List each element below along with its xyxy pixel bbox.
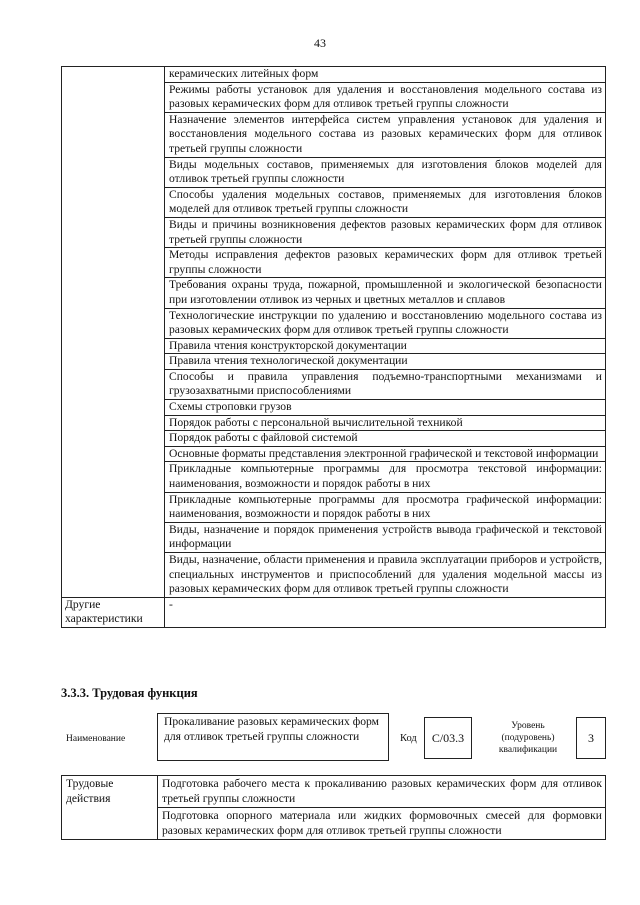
knowledge-item: Прикладные компьютерные программы для просмотра текстовой информации: наименования, возможности и порядок работы в них xyxy=(165,462,606,492)
knowledge-item: Схемы строповки грузов xyxy=(165,400,606,416)
knowledge-item: Правила чтения конструкторской документации xyxy=(165,338,606,354)
knowledge-item: Технологические инструкции по удалению и восстановлению модельного состава из разовых керамических форм для отливок третьей группы сложности xyxy=(165,308,606,338)
knowledge-item: Виды, назначение, области применения и правила эксплуатации приборов и устройств, специальных инструментов и приспособлений для удаления модельной массы из разовых керамических форм для отливок третьей группы сложности xyxy=(165,553,606,598)
page-number: 43 xyxy=(314,36,326,50)
table-row xyxy=(62,67,606,83)
qualification-level-box: 3 xyxy=(576,717,606,759)
knowledge-item: керамических литейных форм xyxy=(165,67,606,83)
knowledge-item: Способы и правила управления подъемно-транспортными механизмами и грузозахватными приспособлениями xyxy=(165,369,606,399)
knowledge-item: Виды и причины возникновения дефектов разовых керамических форм для отливок третьей группы сложности xyxy=(165,217,606,247)
knowledge-table xyxy=(61,66,606,628)
knowledge-item: Виды, назначение и порядок применения устройств вывода графической и текстовой информации xyxy=(165,522,606,552)
name-label: Наименование xyxy=(66,734,126,744)
code-label: Код xyxy=(400,733,417,744)
knowledge-item: Назначение элементов интерфейса систем управления установок для удаления и восстановления модельного состава из разовых керамических форм для отливок третьей группы сложности xyxy=(165,112,606,157)
function-name-box: Прокаливание разовых керамических форм для отливок третьей группы сложности xyxy=(157,713,389,761)
table-row xyxy=(62,776,606,808)
knowledge-item: Виды модельных составов, применяемых для изготовления блоков моделей для отливок третьей группы сложности xyxy=(165,157,606,187)
knowledge-item: Прикладные компьютерные программы для просмотра графической информации: наименования, возможности и порядок работы в них xyxy=(165,492,606,522)
labor-actions-table xyxy=(61,775,606,840)
section-title: 3.3.3. Трудовая функция xyxy=(61,686,198,700)
knowledge-item: Режимы работы установок для удаления и восстановления модельного состава из разовых керамических форм для отливок третьей группы сложности xyxy=(165,82,606,112)
knowledge-item: Требования охраны труда, пожарной, промышленной и экологической безопасности при изготовлении отливок из черных и цветных металлов и сплавов xyxy=(165,278,606,308)
labor-actions-label: Трудовые действия xyxy=(62,776,158,840)
knowledge-item: Способы удаления модельных составов, применяемых для изготовления блоков моделей для отливок третьей группы сложности xyxy=(165,187,606,217)
knowledge-item: Порядок работы с файловой системой xyxy=(165,431,606,447)
function-code-box: C/03.3 xyxy=(424,717,472,759)
knowledge-item: Методы исправления дефектов разовых керамических форм для отливок третьей группы сложности xyxy=(165,248,606,278)
knowledge-item: Порядок работы с персональной вычислительной техникой xyxy=(165,415,606,431)
knowledge-label-cell xyxy=(62,67,165,598)
labor-action-item: Подготовка опорного материала или жидких формовочных смесей для формовки разовых керамических форм для отливок третьей группы сложности xyxy=(158,808,606,840)
other-characteristics-value: - xyxy=(165,597,606,627)
other-characteristics-label: Другие характеристики xyxy=(62,597,165,627)
table-row xyxy=(62,597,606,627)
knowledge-item: Основные форматы представления электронной графической и текстовой информации xyxy=(165,446,606,462)
labor-action-item: Подготовка рабочего места к прокаливанию разовых керамических форм для отливок третьей группы сложности xyxy=(158,776,606,808)
knowledge-item: Правила чтения технологической документации xyxy=(165,354,606,370)
level-label: Уровень (подуровень) квалификации xyxy=(498,721,558,755)
